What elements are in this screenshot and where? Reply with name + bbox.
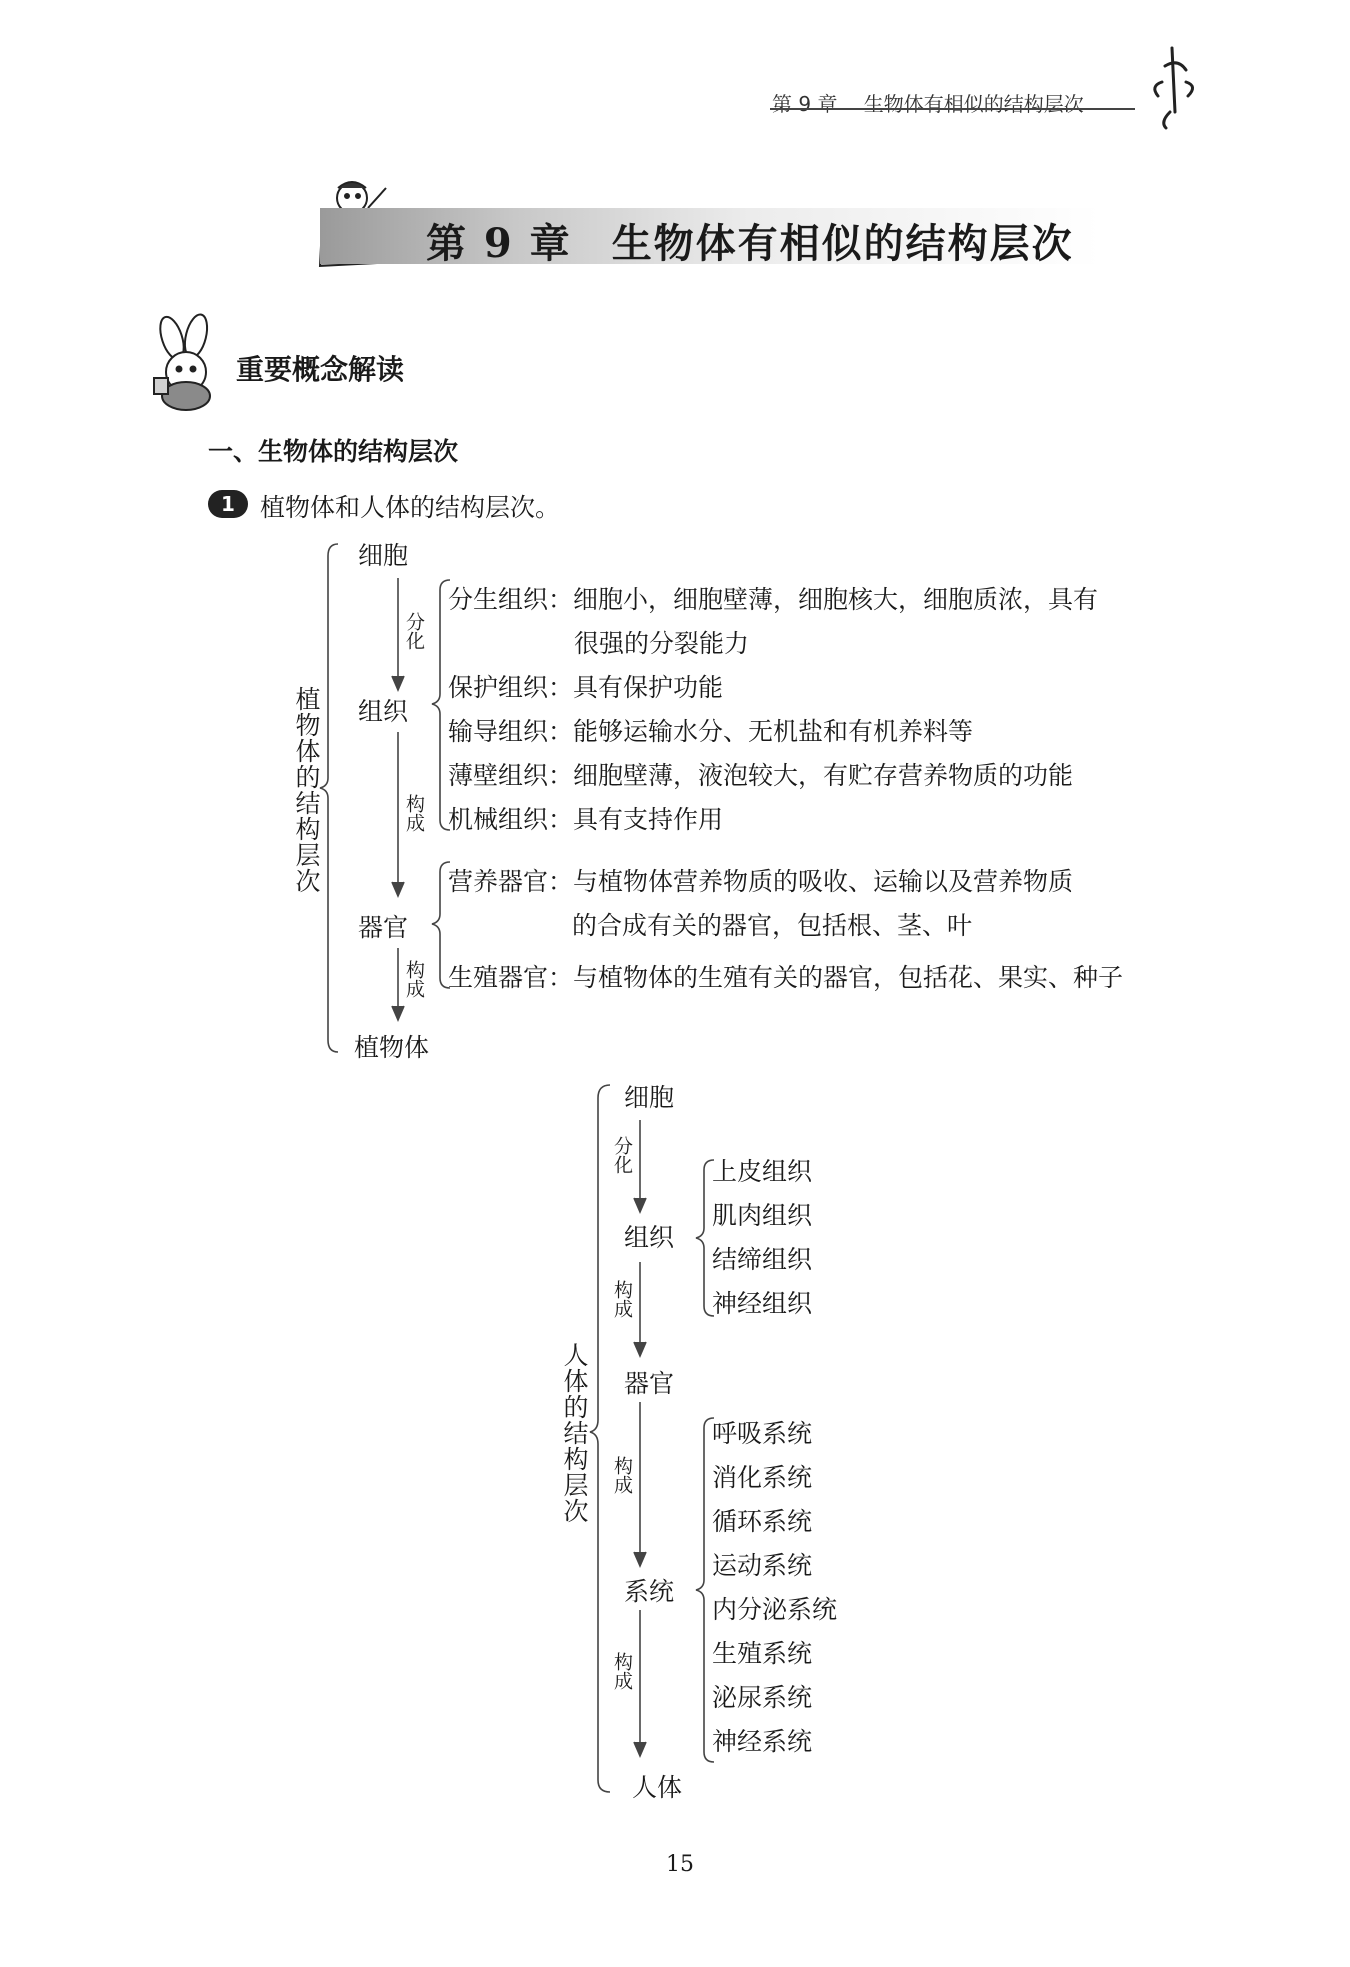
plant-organ-vegetative: 营养器官：与植物体营养物质的吸收、运输以及营养物质 <box>448 867 1074 896</box>
human-system-motor: 运动系统 <box>712 1551 813 1580</box>
plant-level-tissue: 组织 <box>358 697 409 726</box>
plant-level-organ: 器官 <box>358 913 409 942</box>
plant-level-plant: 植物体 <box>354 1033 430 1062</box>
chapter-name: 生物体有相似的结构层次 <box>611 220 1074 267</box>
human-tissue-nervous: 神经组织 <box>712 1289 813 1318</box>
human-system-circulatory: 循环系统 <box>712 1507 813 1536</box>
page-number: 15 <box>666 1852 694 1877</box>
item-text: 植物体和人体的结构层次。 <box>260 493 561 522</box>
human-system-reproductive: 生殖系统 <box>712 1639 813 1668</box>
human-system-nervous: 神经系统 <box>712 1727 813 1756</box>
plant-tissue-protective: 保护组织：具有保护功能 <box>448 673 724 702</box>
rabbit-mascot-icon <box>154 312 211 410</box>
item-number-badge: 1 <box>208 490 248 518</box>
chapter-label: 第 9 章 <box>426 220 572 267</box>
human-level-tissue: 组织 <box>624 1223 675 1252</box>
human-arrow-label-3: 构成 <box>611 1456 633 1494</box>
human-arrow-label-4: 构成 <box>611 1652 633 1690</box>
human-level-organ: 器官 <box>624 1369 675 1398</box>
human-level-cell: 细胞 <box>624 1083 675 1112</box>
human-system-digestive: 消化系统 <box>712 1463 813 1492</box>
chapter-title <box>426 212 1074 269</box>
plant-tissue-meristem-cont: 很强的分裂能力 <box>574 629 750 658</box>
human-level-body: 人体 <box>632 1773 683 1802</box>
human-system-urinary: 泌尿系统 <box>712 1683 813 1712</box>
human-tissue-muscle: 肌肉组织 <box>712 1201 813 1230</box>
human-system-respiratory: 呼吸系统 <box>712 1419 813 1448</box>
human-tissue-connective: 结缔组织 <box>712 1245 813 1274</box>
human-arrow-label-2: 构成 <box>611 1280 633 1318</box>
human-side-label: 人体的结构层次 <box>560 1342 589 1524</box>
plant-arrow-label-2: 构成 <box>403 794 425 832</box>
plant-side-label: 植物体的结构层次 <box>292 686 321 894</box>
section-title: 重要概念解读 <box>236 353 405 386</box>
plant-organ-vegetative-cont: 的合成有关的器官，包括根、茎、叶 <box>572 911 973 940</box>
plant-organ-reproductive: 生殖器官：与植物体的生殖有关的器官，包括花、果实、种子 <box>448 963 1124 992</box>
header-ornament-icon <box>1155 48 1193 128</box>
human-tissue-epithelial: 上皮组织 <box>712 1157 813 1186</box>
plant-arrow-label-1: 分化 <box>403 612 425 650</box>
human-arrow-label-1: 分化 <box>611 1136 633 1174</box>
plant-level-cell: 细胞 <box>358 541 409 570</box>
running-head: 第 9 章 生物体有相似的结构层次 <box>772 92 1084 116</box>
human-system-endocrine: 内分泌系统 <box>712 1595 838 1624</box>
subsection-title: 一、生物体的结构层次 <box>208 437 459 466</box>
plant-tissue-parenchyma: 薄壁组织：细胞壁薄，液泡较大，有贮存营养物质的功能 <box>448 761 1074 790</box>
plant-tissue-mechanical: 机械组织：具有支持作用 <box>448 805 724 834</box>
plant-arrow-label-3: 构成 <box>403 960 425 998</box>
plant-tissue-meristem: 分生组织：细胞小，细胞壁薄，细胞核大，细胞质浓，具有 <box>448 585 1099 614</box>
plant-tissue-conducting: 输导组织：能够运输水分、无机盐和有机养料等 <box>448 717 974 746</box>
human-level-system: 系统 <box>624 1577 675 1606</box>
